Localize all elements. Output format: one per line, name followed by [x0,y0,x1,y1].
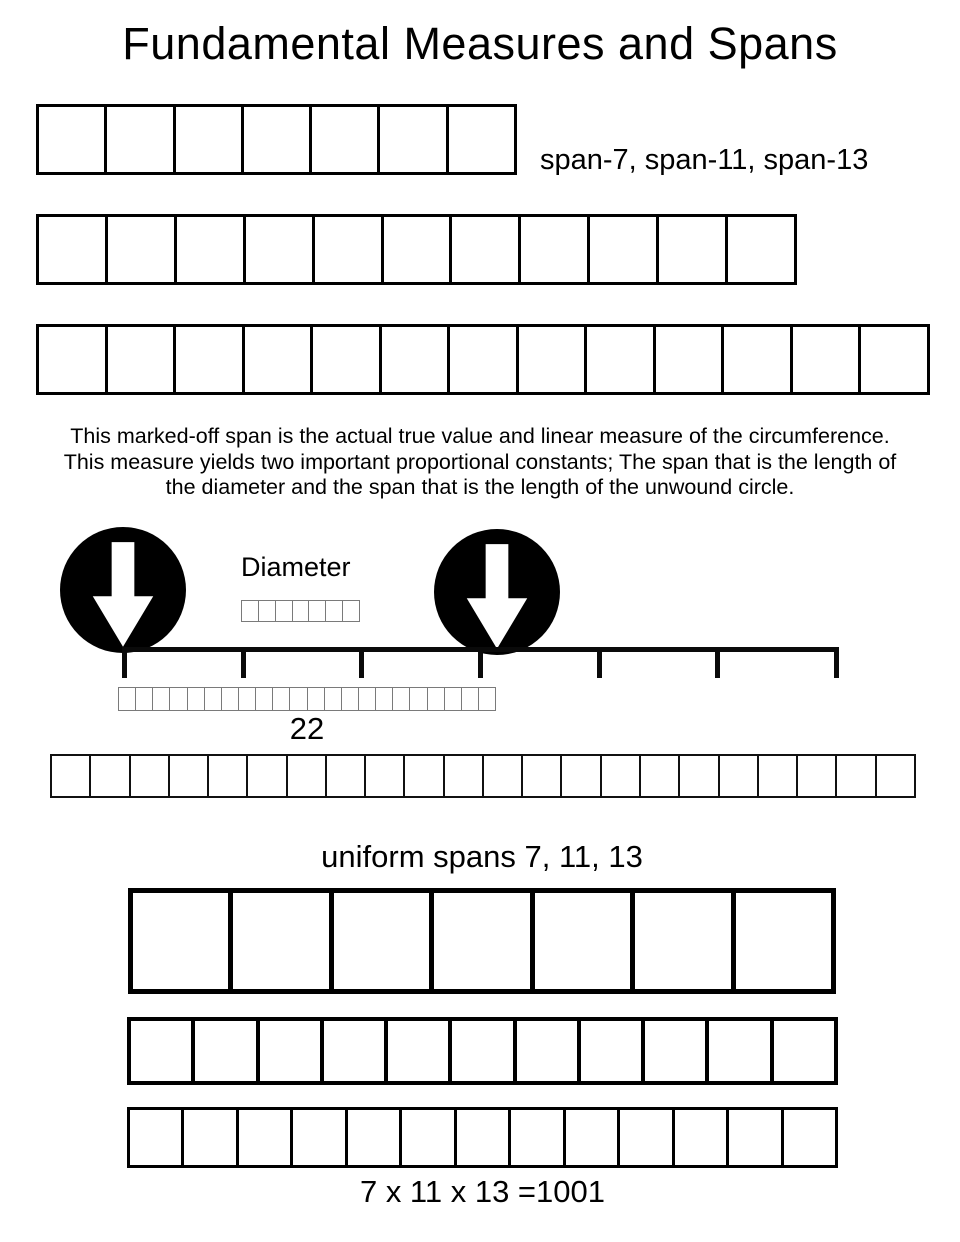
span-cell [348,1110,402,1165]
span-cell [759,756,798,796]
span-cell [587,327,656,392]
span-cell [877,756,914,796]
span-cell [405,756,444,796]
span-cell [195,1021,259,1081]
span-cell [273,688,290,710]
span-cell [720,756,759,796]
span-cell [402,1110,456,1165]
span-cell [861,327,927,392]
span-cell [519,327,588,392]
span-cell [343,601,359,621]
span-cell [462,688,479,710]
diameter-strip [241,600,360,622]
span-cell [656,327,725,392]
span-cell [176,107,244,172]
span-cell [170,756,209,796]
span-cell [276,601,293,621]
span-cell [130,1110,184,1165]
span-cell [260,1021,324,1081]
paragraph-line-3: the diameter and the span that is the length of the unwound circle. [165,475,795,499]
span-rows-label: span-7, span-11, span-13 [540,144,869,176]
span-cell [709,1021,773,1081]
diameter-label: Diameter [241,552,351,582]
span-cell [562,756,601,796]
ruler-tick [359,647,364,678]
span-cell [428,688,445,710]
span-cell [452,1021,516,1081]
span-cell [635,893,735,989]
span-cell [342,688,359,710]
span-cell [136,688,153,710]
span-cell [246,217,315,282]
span-cell [313,327,382,392]
span-cell [326,601,343,621]
span-cell [325,688,342,710]
span-cell [170,688,187,710]
span-cell [784,1110,835,1165]
span-cell [774,1021,834,1081]
span-cell [517,1021,581,1081]
span-cell [108,327,177,392]
span-cell [239,1110,293,1165]
page-title: Fundamental Measures and Spans [122,18,838,69]
span-cell [566,1110,620,1165]
span-cell [209,756,248,796]
uniform-span-11-row [127,1017,838,1085]
ruler-ticks [122,647,839,678]
span-cell [384,217,453,282]
span-cell [798,756,837,796]
down-arrow-icon [60,527,186,653]
ruler-tick [715,647,720,678]
span-cell [620,1110,674,1165]
span-cell [52,756,91,796]
span-cell [133,893,233,989]
span-cell [680,756,719,796]
span-cell [837,756,876,796]
span-cell [222,688,239,710]
span-cell [309,601,326,621]
span-cell [188,688,205,710]
span-13-row [36,324,930,395]
uniform-span-13-row [127,1107,838,1168]
span-cell [290,688,307,710]
uniform-spans-label: uniform spans 7, 11, 13 [321,839,643,874]
span-cell [153,688,170,710]
span-cell [388,1021,452,1081]
span-cell [324,1021,388,1081]
span-cell [729,1110,783,1165]
span-cell [327,756,366,796]
unrolled-circle-row [50,754,916,798]
uniform-span-7-row [128,888,836,994]
span-cell [724,327,793,392]
span-cell [205,688,222,710]
ruler-tick [241,647,246,678]
span-cell [308,688,325,710]
span-cell [176,327,245,392]
ruler-tick [122,647,127,678]
span-cell [245,327,314,392]
ruler-tick [597,647,602,678]
span-cell [233,893,333,989]
span-cell [312,107,380,172]
span-7-row [36,104,517,175]
span-cell [256,688,273,710]
span-cell [511,1110,565,1165]
circumference-count-label: 22 [289,711,325,746]
span-cell [131,1021,195,1081]
span-cell [479,688,495,710]
span-cell [259,601,276,621]
span-cell [449,107,514,172]
circle-marker-left [60,527,186,653]
span-cell [239,688,256,710]
ruler-tick [478,647,483,678]
span-cell [107,107,175,172]
span-cell [523,756,562,796]
span-cell [793,327,862,392]
span-cell [736,893,831,989]
span-cell [380,107,448,172]
span-cell [728,217,794,282]
span-cell [366,756,405,796]
span-cell [131,756,170,796]
circle-marker-right [434,529,560,655]
span-cell [108,217,177,282]
span-cell [457,1110,511,1165]
down-arrow-icon [434,529,560,655]
span-cell [242,601,259,621]
span-cell [91,756,130,796]
span-cell [445,688,462,710]
span-cell [376,688,393,710]
span-cell [39,327,108,392]
span-cell [535,893,635,989]
span-cell [334,893,434,989]
span-cell [288,756,327,796]
product-equation-label: 7 x 11 x 13 =1001 [359,1174,606,1209]
span-cell [484,756,523,796]
span-cell [382,327,451,392]
span-cell [675,1110,729,1165]
span-cell [452,217,521,282]
span-cell [184,1110,238,1165]
span-cell [410,688,427,710]
span-cell [359,688,376,710]
ruler-tick [834,647,839,678]
span-cell [393,688,410,710]
span-cell [315,217,384,282]
span-cell [581,1021,645,1081]
span-cell [244,107,312,172]
span-cell [119,688,136,710]
span-cell [445,756,484,796]
span-cell [641,756,680,796]
explanation-paragraph [0,424,960,501]
span-cell [521,217,590,282]
paragraph-line-2: This measure yields two important proportional constants; The span that is the length of [63,449,897,474]
span-cell [293,601,310,621]
span-cell [293,1110,347,1165]
circumference-strip [118,687,496,711]
span-cell [248,756,287,796]
span-cell [602,756,641,796]
span-cell [39,107,107,172]
paragraph-line-1: This marked-off span is the actual true value and linear measure of the circumference. [70,424,890,448]
span-11-row [36,214,797,285]
span-cell [434,893,534,989]
span-cell [39,217,108,282]
span-cell [645,1021,709,1081]
span-cell [177,217,246,282]
span-cell [659,217,728,282]
span-cell [450,327,519,392]
span-cell [590,217,659,282]
